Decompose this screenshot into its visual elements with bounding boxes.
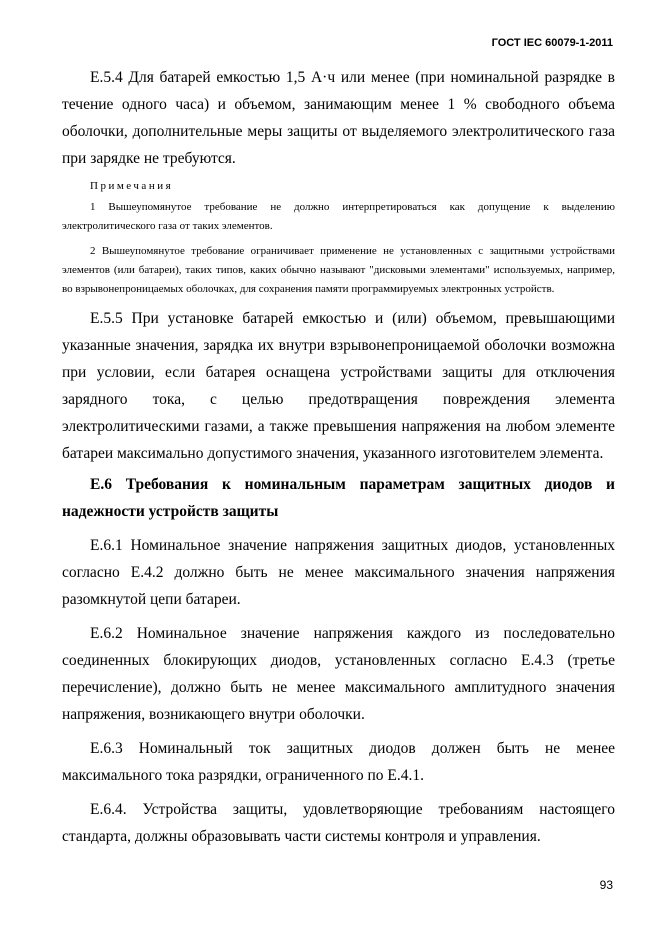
standard-header: ГОСТ IEC 60079-1-2011 [491, 37, 613, 49]
paragraph-e6-2: Е.6.2 Номинальное значение напряжения каждого из последовательно соединенных блокирующих диодов, установленных согласно Е.4.3 (третье перечисление), должно быть не менее максимального амплитудного значения напряжения, возникающего внутри оболочки. [62, 625, 615, 723]
paragraph-e5-5: Е.5.5 При установке батарей емкостью и (или) объемом, превышающими указанные значения, зарядка их внутри взрывонепроницаемой оболочки возможна при условии, если батарея оснащена устройствами защиты для отключения зарядного тока, с целью предотвращения повреждения элемента электролитическими газами, а также превышения напряжения на любом элементе батареи максимально допустимого значения, указанного изготовителем элемента. [62, 310, 615, 462]
paragraph-e6-3: Е.6.3 Номинальный ток защитных диодов должен быть не менее максимального тока разрядки, ограниченного по Е.4.1. [62, 740, 615, 784]
section-heading-e6: Е.6 Требования к номинальным параметрам защитных диодов и надежности устройств защиты [62, 476, 615, 520]
notes-title: Примечания [90, 180, 174, 192]
page-content [62, 64, 615, 850]
paragraph-e5-4: Е.5.4 Для батарей емкостью 1,5 А·ч или менее (при номинальной разрядке в течение одного часа) и объемом, занимающим менее 1 % свободного объема оболочки, дополнительные меры защиты от выделяемого электролитического газа при зарядке не требуются. [62, 69, 615, 167]
paragraph-e6-4: Е.6.4. Устройства защиты, удовлетворяющие требованиям настоящего стандарта, должны образовывать части системы контроля и управления. [62, 801, 615, 845]
note-1: 1 Вышеупомянутое требование не должно интерпретироваться как допущение к выделению электролитического газа от таких элементов. [62, 201, 615, 232]
page-number: 93 [599, 878, 613, 892]
note-2: 2 Вышеупомянутое требование ограничивает применение не установленных с защитными устройствами элементов (или батареи), таких типов, каких обычно называют "дисковыми элементами" используемых, например, во взрывонепроницаемых оболочках, для сохранения памяти программируемых электронных устройств. [62, 245, 615, 295]
paragraph-e6-1: Е.6.1 Номинальное значение напряжения защитных диодов, установленных согласно Е.4.2 должно быть не менее максимального значения напряжения разомкнутой цепи батареи. [62, 537, 615, 608]
